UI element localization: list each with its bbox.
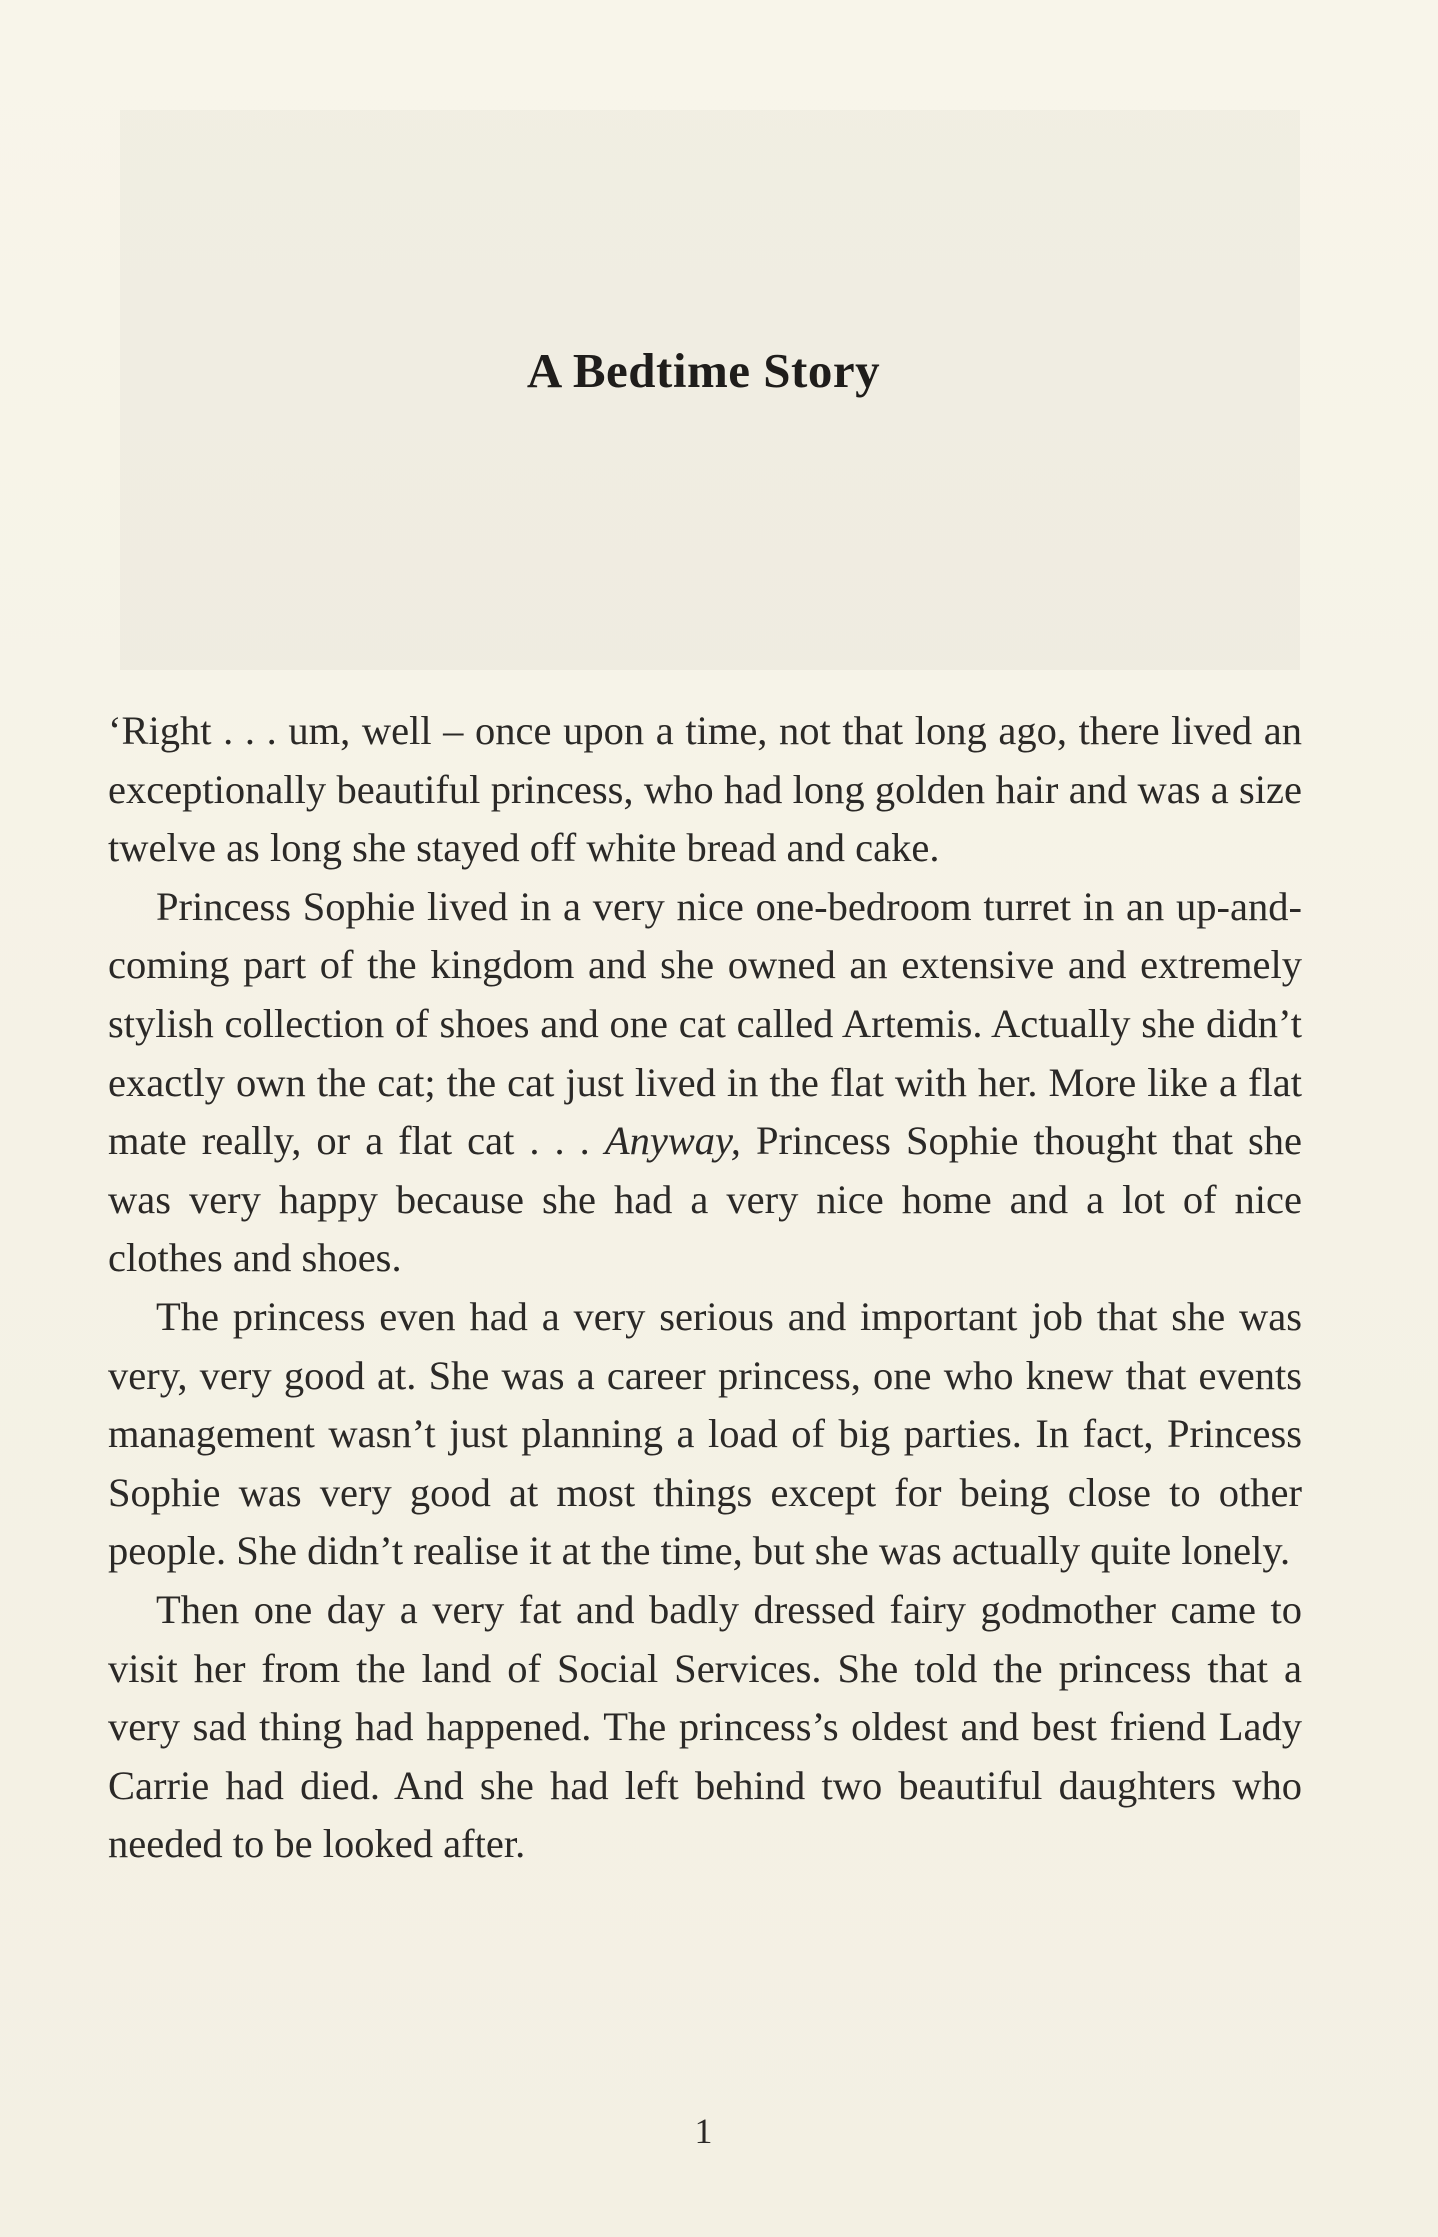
paragraph-2 [108,878,1302,1288]
paragraph-1-text: ‘Right . . . um, well – once upon a time, not that long ago, there lived an exceptionally beautiful princess, who had long golden hair and was a size twelve as long she stayed off white bread and cake. [108,708,1302,871]
body-text [108,702,1302,1874]
paragraph-2-italic: Anyway, [604,1118,741,1164]
paragraph-1 [108,702,1302,878]
paragraph-2-text: Princess Sophie lived in a very nice one-bedroom turret in an up-and-coming part of the kingdom and she owned an extensive and extremely stylish collection of shoes and one cat called Artemis. Actually she didn’t exactly own the cat; the cat just lived in the flat with her. More like a flat mate really, or a flat cat . . . [108,883,1302,1164]
paragraph-3 [108,1288,1302,1581]
paragraph-2-text-end: Princess Sophie thought that she was very happy because she had a very nice home and a lot of nice clothes and shoes. [108,1118,1302,1281]
page-number: 1 [694,2111,713,2151]
paragraph-3-text: The princess even had a very serious and important job that she was very, very good at. She was a career princess, one who knew that events management wasn’t just planning a load of big parties. In fact, Princess Sophie was very good at most things except for being close to other people. She didn’t realise it at the time, but she was actually quite lonely. [108,1293,1302,1574]
paragraph-4 [108,1581,1302,1874]
chapter-title: A Bedtime Story [526,343,881,398]
paragraph-4-text: Then one day a very fat and badly dressed fairy godmother came to visit her from the land of Social Services. She told the princess that a very sad thing had happened. The princess’s oldest and best friend Lady Carrie had died. And she had left behind two beautiful daughters who needed to be looked after. [108,1586,1302,1867]
